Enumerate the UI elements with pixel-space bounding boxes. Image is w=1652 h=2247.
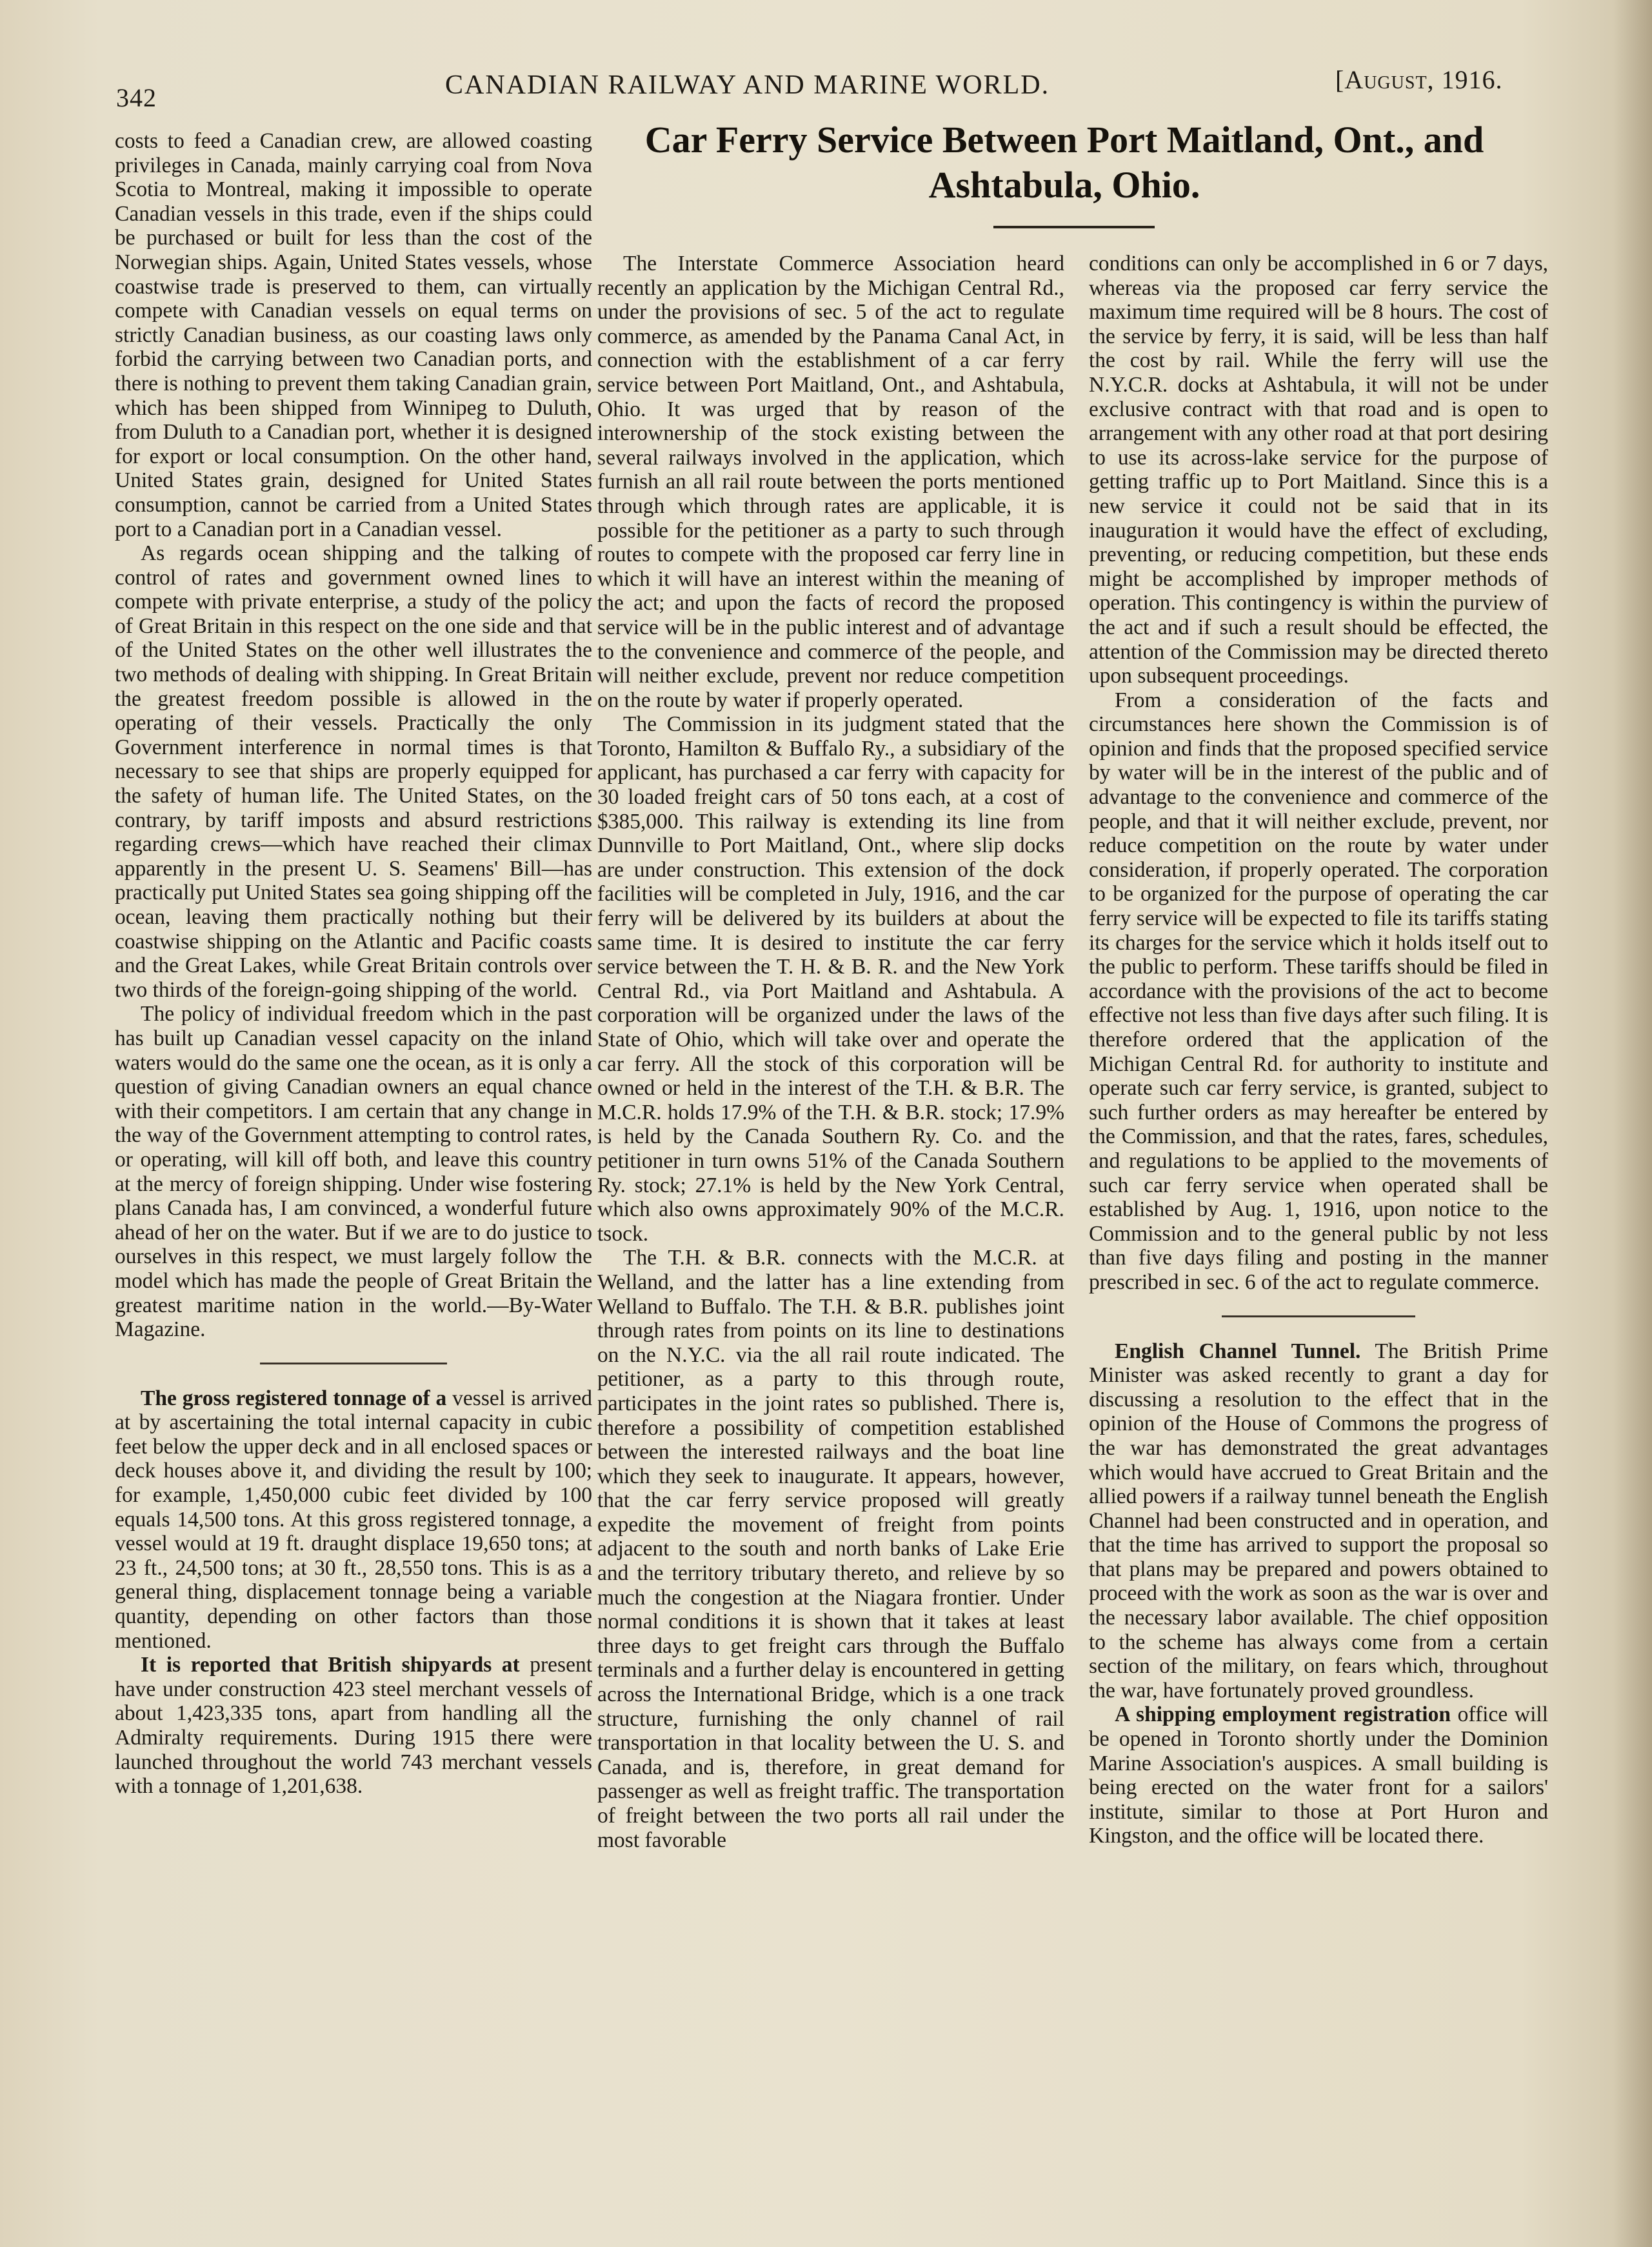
column-right <box>1089 252 1548 1848</box>
paragraph: From a consideration of the facts and circumstances here shown the Commission is of opinion and finds that the proposed specified service by water will be in the interest of the public and of advantage to the convenience and commerce of the people, and that it will neither exclude, prevent, nor reduce competition on the route by water under consideration, if properly operated. The corporation to be organized for the purpose of operating the car ferry service will be expected to file its tariffs stating its charges for the service which it holds itself out to the public to perform. These tariffs should be filed in accordance with the provisions of the act to become effective not less than five days after such filing. It is therefore ordered that the application of the Michigan Central Rd. for authority to institute and operate such car ferry service, is granted, subject to such further orders as may hereafter be entered by the Commission, and that the rates, fares, schedules, and regulations to be applied to the movements of such car ferry service when operated shall be established by Aug. 1, 1916, upon notice to the Commission and to the general public by not less than five days filing and posting in the manner prescribed in sec. 6 of the act to regulate commerce. <box>1089 688 1548 1294</box>
paragraph <box>1089 1339 1548 1703</box>
paragraph <box>1089 1703 1548 1848</box>
column-middle <box>597 252 1064 1852</box>
paragraph: The T.H. & B.R. connects with the M.C.R. at Welland, and the latter has a line extending from Welland to Buffalo. The T.H. & B.R. publishes joint through rates from points on its line to destinations on the N.Y.C. via the all rail route indicated. The petitioner, as a party to this through route, participates in the joint rates so published. There is, therefore a possibility of competition established between the interested railways and the boat line which they seek to inaugurate. It appears, however, that the car ferry service proposed will greatly expedite the movement of freight from points adjacent to the south and north banks of Lake Erie and the territory tributary thereto, and relieve by so much the congestion at the Niagara frontier. Under normal conditions it is shown that it takes at least three days to get freight cars through the Buffalo terminals and a further delay is encountered in getting across the International Bridge, which is a one track structure, furnishing the only channel of rail transportation in that locality between the U. S. and Canada, and is, therefore, in great demand for passenger as well as freight traffic. The transportation of freight between the two ports all rail under the most favorable <box>597 1246 1064 1852</box>
paragraph: costs to feed a Canadian crew, are allowed coasting privileges in Canada, mainly carrying coal from Nova Scotia to Montreal, making it impossible to operate Canadian vessels in this trade, even if the ships could be purchased or built for less than the cost of the Norwegian ships. Again, United States vessels, whose coastwise trade is preserved to them, can virtually compete with Canadian vessels on equal terms on strictly Canadian business, as our coasting laws only forbid the carrying between two Canadian ports, and there is nothing to prevent them taking Canadian grain, which has been shipped from Winnipeg to Duluth, from Duluth to a Canadian port, whether it is designed for export or local consumption. On the other hand, United States grain, designed for United States consumption, cannot be carried from a United States port to a Canadian port in a Canadian vessel. <box>115 129 592 541</box>
paragraph <box>115 1386 592 1653</box>
article-title: Car Ferry Service Between Port Maitland, Ont., and Ashtabula, Ohio. <box>644 119 1484 206</box>
page-header <box>110 65 1555 110</box>
section-divider <box>260 1363 447 1364</box>
paragraph: As regards ocean shipping and the talking of control of rates and government owned lines to compete with private enterprise, a study of the policy of Great Britain in this respect on the one side and that of the United States on the other well illustrates the two methods of dealing with shipping. In Great Britain the greatest freedom possible is allowed in the operating of their vessels. Practically the only Government interference in normal times is that necessary to see that ships are properly equipped for the safety of human life. The United States, on the contrary, by tariff imposts and absurd restrictions regarding crews—which have reached their climax apparently in the present U. S. Seamens' Bill—has practically put United States sea going shipping off the ocean, leaving them practically nothing but their coastwise shipping on the Atlantic and Pacific coasts and the Great Lakes, while Great Britain controls over two thirds of the foreign-going shipping of the world. <box>115 541 592 1002</box>
issue-date: [August, 1916. <box>1335 65 1503 94</box>
running-head: CANADIAN RAILWAY AND MARINE WORLD. <box>445 70 1050 100</box>
paragraph-lead: The gross registered tonnage of a <box>141 1386 447 1410</box>
page-number: 342 <box>116 83 157 112</box>
paragraph-body: present have under construction 423 steel merchant vessels of about 1,423,335 tons, apart from handling all the Admiralty requirements. During 1915 there were launched throughout the world 743 merchant vessels with a tonnage of 1,201,638. <box>115 1653 592 1799</box>
paragraph-body: office will be opened in Toronto shortly under the Dominion Marine Association's auspices. A small building is being erected on the water front for a sailors' institute, similar to those at Port Huron and Kingston, and the office will be located there. <box>1089 1703 1548 1848</box>
paragraph: The policy of individual freedom which in the past has built up Canadian vessel capacity on the inland waters would do the same one the ocean, as it is only a question of giving Canadian owners an equal chance with their competitors. I am certain that any change in the way of the Government attempting to control rates, or operating, will kill off both, and leave this country at the mercy of foreign shipping. Under wise fostering plans Canada has, I am convinced, a wonderful future ahead of her on the water. But if we are to do justice to ourselves in this respect, we must largely follow the model which has made the people of Great Britain the greatest maritime nation in the world.—By-Water Magazine. <box>115 1002 592 1342</box>
paragraph-body: The British Prime Minister was asked recently to grant a day for discussing a resolution to the effect that in the opinion of the House of Commons the progress of the war has demonstrated the great advantages which would have accrued to Great Britain and the allied powers if a railway tunnel beneath the English Channel had been constructed and in operation, and that the time has arrived to support the proposal so that plans may be prepared and powers obtained to proceed with the work as soon as the war is over and the necessary labor available. The chief opposition to the scheme has always come from a certain section of the military, on fears which, throughout the war, have fortunately proved groundless. <box>1089 1339 1548 1703</box>
paragraph: The Commission in its judgment stated that the Toronto, Hamilton & Buffalo Ry., a subsidiary of the applicant, has purchased a car ferry with capacity for 30 loaded freight cars of 50 tons each, at a cost of $385,000. This railway is extending its line from Dunnville to Port Maitland, Ont., where slip docks are under construction. This extension of the dock facilities will be completed in July, 1916, and the car ferry will be delivered by its builders at about the same time. It is desired to institute the car ferry service between the T. H. & B. R. and the New York Central Rd., via Port Maitland and Ashtabula. A corporation will be organized under the laws of the State of Ohio, which will take over and operate the car ferry. All the stock of this corporation will be owned or held in the interest of the T.H. & B.R. The M.C.R. holds 17.9% of the T.H. & B.R. stock; 17.9% is held by the Canada Southern Ry. Co. and the petitioner in turn owns 51% of the Canada Southern Ry. stock; 27.1% is held by the New York Central, which also owns approximately 90% of the M.C.R. tsock. <box>597 712 1064 1246</box>
paragraph: The Interstate Commerce Association heard recently an application by the Michigan Central Rd., under the provisions of sec. 5 of the act to regulate commerce, as amended by the Panama Canal Act, in connection with the establishment of a car ferry service between Port Maitland, Ont., and Ashtabula, Ohio. It was urged that by reason of the interownership of the stock existing between the several railways involved in the application, which furnish an all rail route between the ports mentioned through which through rates are applicable, it is possible for the petitioner as a party to such through routes to compete with the proposed car ferry line in which it will have an interest within the meaning of the act; and upon the facts of record the proposed service will be in the public interest and of advantage to the convenience and commerce of the people, and will neither exclude, prevent nor reduce competition on the route by water if properly operated. <box>597 252 1064 712</box>
paragraph-lead: It is reported that British shipyards at <box>141 1653 520 1677</box>
section-divider <box>1222 1315 1415 1317</box>
paragraph-body: vessel is arrived at by ascertaining the total internal capacity in cubic feet below the upper deck and in all enclosed spaces or deck houses above it, and dividing the result by 100; for example, 1,450,000 cubic feet divided by 100 equals 14,500 tons. At this gross registered tonnage, a vessel would at 19 ft. draught displace 19,650 tons; at 23 ft., 24,500 tons; at 30 ft., 28,550 tons. This is as a general thing, displacement tonnage being a variable quantity, depending on other factors than those mentioned. <box>115 1386 593 1653</box>
paragraph <box>115 1653 592 1799</box>
paragraph-lead: English Channel Tunnel. <box>1115 1339 1361 1363</box>
binding-shadow <box>1613 0 1652 2247</box>
column-left <box>115 129 592 1799</box>
paragraph: conditions can only be accomplished in 6 or 7 days, whereas via the proposed car ferry service the maximum time required will be 8 hours. The cost of the service by ferry, it is said, will be less than half the cost by rail. While the ferry will use the N.Y.C.R. docks at Ashtabula, it will not be under exclusive contract with that road and is open to arrangement with any other road at that port desiring to use its across-lake service for the purpose of getting traffic up to Port Maitland. Since this is a new service it could not be said that in its inauguration it would have the effect of excluding, preventing, or reducing competition, but these ends might be accomplished by improper methods of operation. This contingency is within the purview of the act and if such a result should be effected, the attention of the Commission may be directed thereto upon subsequent proceedings. <box>1089 252 1548 688</box>
paragraph-lead: A shipping employment registration <box>1115 1703 1451 1727</box>
title-rule <box>993 226 1155 228</box>
